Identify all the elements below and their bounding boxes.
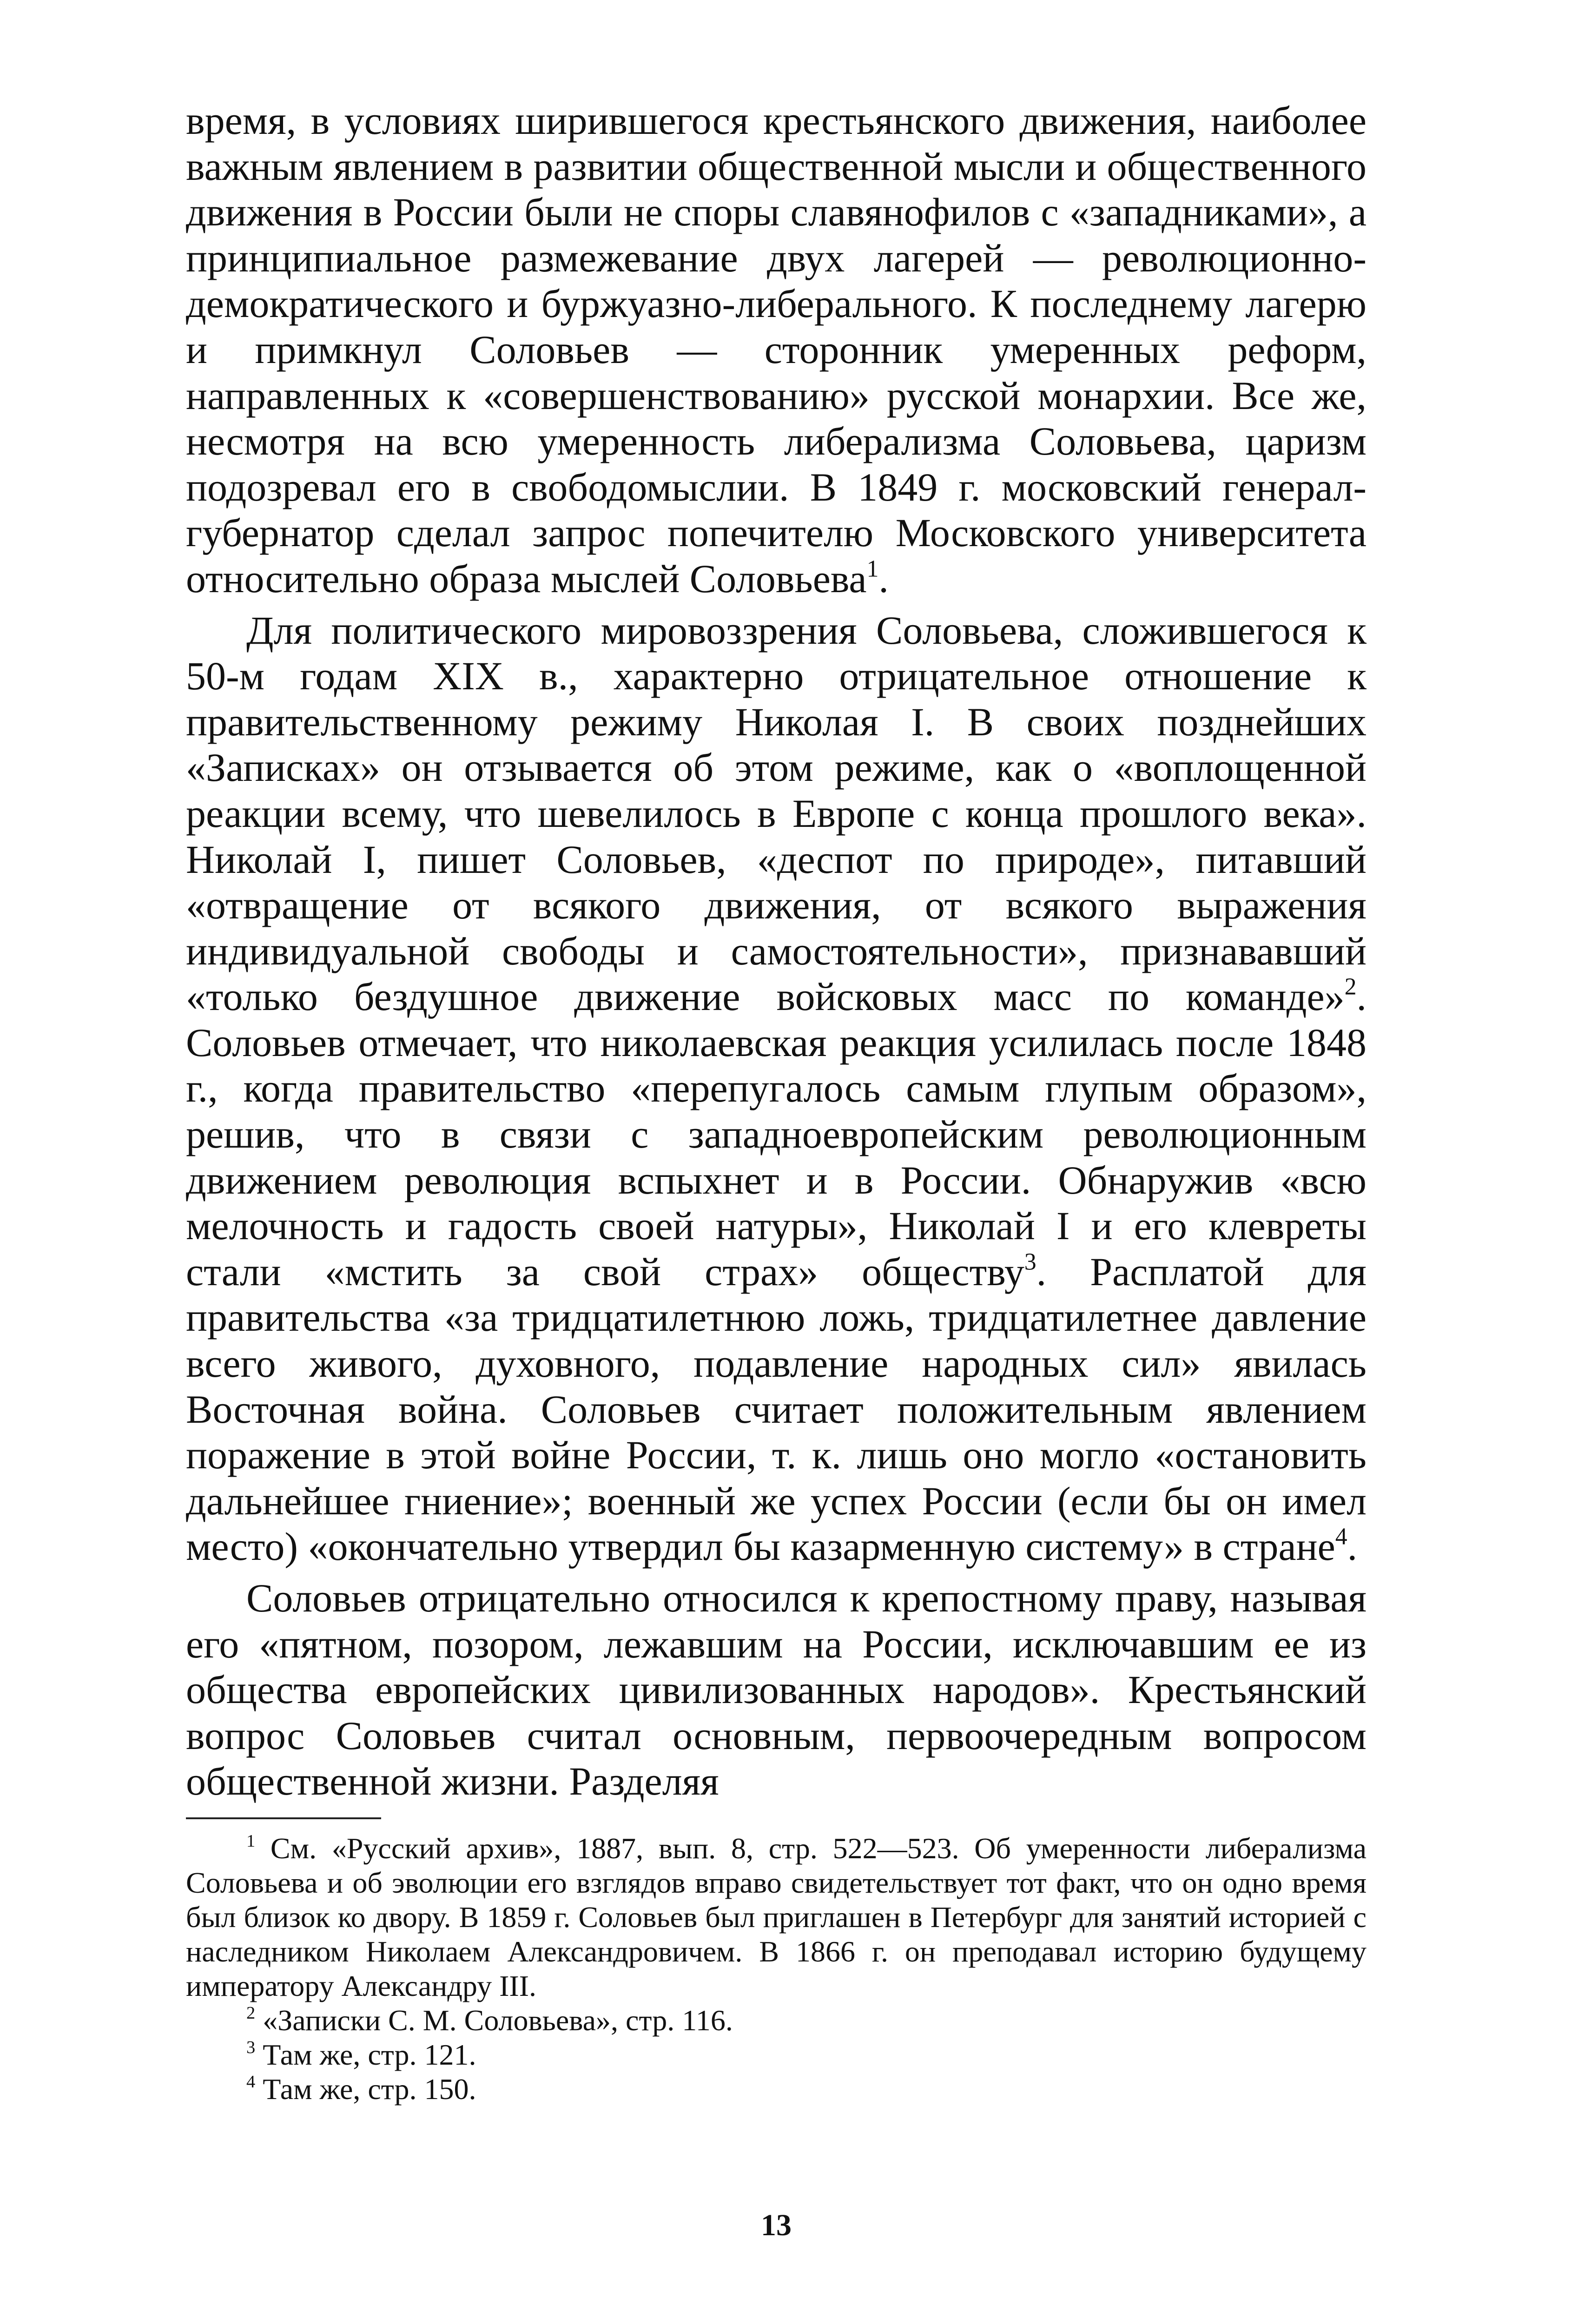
footnote-2-mark: 2 xyxy=(246,2003,256,2023)
footnote-1-text: См. «Русский архив», 1887, вып. 8, стр. 522—523. Об умеренности либерализма Соловьева и об эволюции его взглядов вправо свидетельствует тот факт, что он одно время был близок ко двору. В 1859 г. Соловьев был приглашен в Петербург для занятий историей с наследником Николаем Александровичем. В 1866 г. он преподавал историю будущему императору Александру III. xyxy=(186,1831,1367,2002)
footnote-2 xyxy=(186,2003,1366,2038)
paragraph-2-text-b: . Соловьев отмечает, что николаевская реакция усилилась после 1848 г., когда правительство «перепугалось самым глупым образом», решив, что в связи с западноевропейским революционным движением революция вспыхнет и в России. Обнаружив «всю мелочность и гадость своей натуры», Николай I и его клевреты стали «мстить за свой страх» обществу xyxy=(186,974,1366,1294)
footnote-4 xyxy=(186,2072,1366,2106)
footnote-3-mark: 3 xyxy=(246,2038,256,2058)
footnote-divider xyxy=(186,1817,381,1819)
footnote-2-text: «Записки С. М. Соловьева», стр. 116. xyxy=(263,2003,733,2037)
paragraph-2 xyxy=(186,607,1366,1570)
paragraph-1-tail: . xyxy=(878,556,889,601)
footnote-ref-3[interactable]: 3 xyxy=(1024,1248,1036,1275)
paragraph-1-text: время, в условиях ширившегося крестьянского движения, наиболее важным явлением в развитии общественной мысли и общественного движения в России были не споры славянофилов с «западниками», а принципиальное размежевание двух лагерей — революционно-демократического и буржуазно-либерального. К последнему лагерю и примкнул Соловьев — сторонник умеренных реформ, направленных к «совершенствованию» русской монархии. Все же, несмотря на всю умеренность либерализма Соловьева, царизм подозревал его в свободомыслии. В 1849 г. московский генерал-губернатор сделал запрос попечителю Московского университета относительно образа мыслей Соловьева xyxy=(186,98,1366,601)
paragraph-2-text-c: . Расплатой для правительства «за тридцатилетнюю ложь, тридцатилетнее давление всего живого, духовного, подавление народных сил» явилась Восточная война. Соловьев считает положительным явлением поражение в этой войне России, т. к. лишь оно могло «остановить дальнейшее гниение»; военный же успех России (если бы он имел место) «окончательно утвердил бы казарменную систему» в стране xyxy=(186,1249,1366,1569)
footnote-4-text: Там же, стр. 150. xyxy=(263,2072,476,2106)
footnote-1-mark: 1 xyxy=(246,1831,256,1851)
paragraph-2-tail: . xyxy=(1347,1524,1358,1569)
paragraph-3 xyxy=(186,1575,1366,1804)
footnote-3 xyxy=(186,2038,1366,2072)
paragraph-1 xyxy=(186,98,1366,602)
footnote-4-mark: 4 xyxy=(246,2072,256,2092)
paragraph-3-text: Соловьев отрицательно относился к крепостному праву, называя его «пятном, позором, лежавшим на России, исключавшим ее из общества европейских цивилизованных народов». Крестьянский вопрос Соловьев считал основным, первоочередным вопросом общественной жизни. Разделяя xyxy=(186,1576,1366,1804)
page-number: 13 xyxy=(761,2208,792,2242)
footnote-ref-1[interactable]: 1 xyxy=(866,555,879,582)
footnote-3-text: Там же, стр. 121. xyxy=(263,2038,476,2071)
paragraph-2-text-a: Для политического мировоззрения Соловьева, сложившегося к 50-м годам XIX в., характерно отрицательное отношение к правительственному режиму Николая I. В своих позднейших «Записках» он отзывается об этом режиме, как о «воплощенной реакции всему, что шевелилось в Европе с конца прошлого века». Николай I, пишет Соловьев, «деспот по природе», питавший «отвращение от всякого движения, от всякого выражения индивидуальной свободы и самостоятельности», признававший «только бездушное движение войсковых масс по команде» xyxy=(186,607,1366,1019)
page-body xyxy=(186,98,1367,2242)
footnote-ref-4[interactable]: 4 xyxy=(1335,1523,1347,1550)
footnote-ref-2[interactable]: 2 xyxy=(1344,973,1357,1000)
footnote-1 xyxy=(186,1831,1366,2003)
